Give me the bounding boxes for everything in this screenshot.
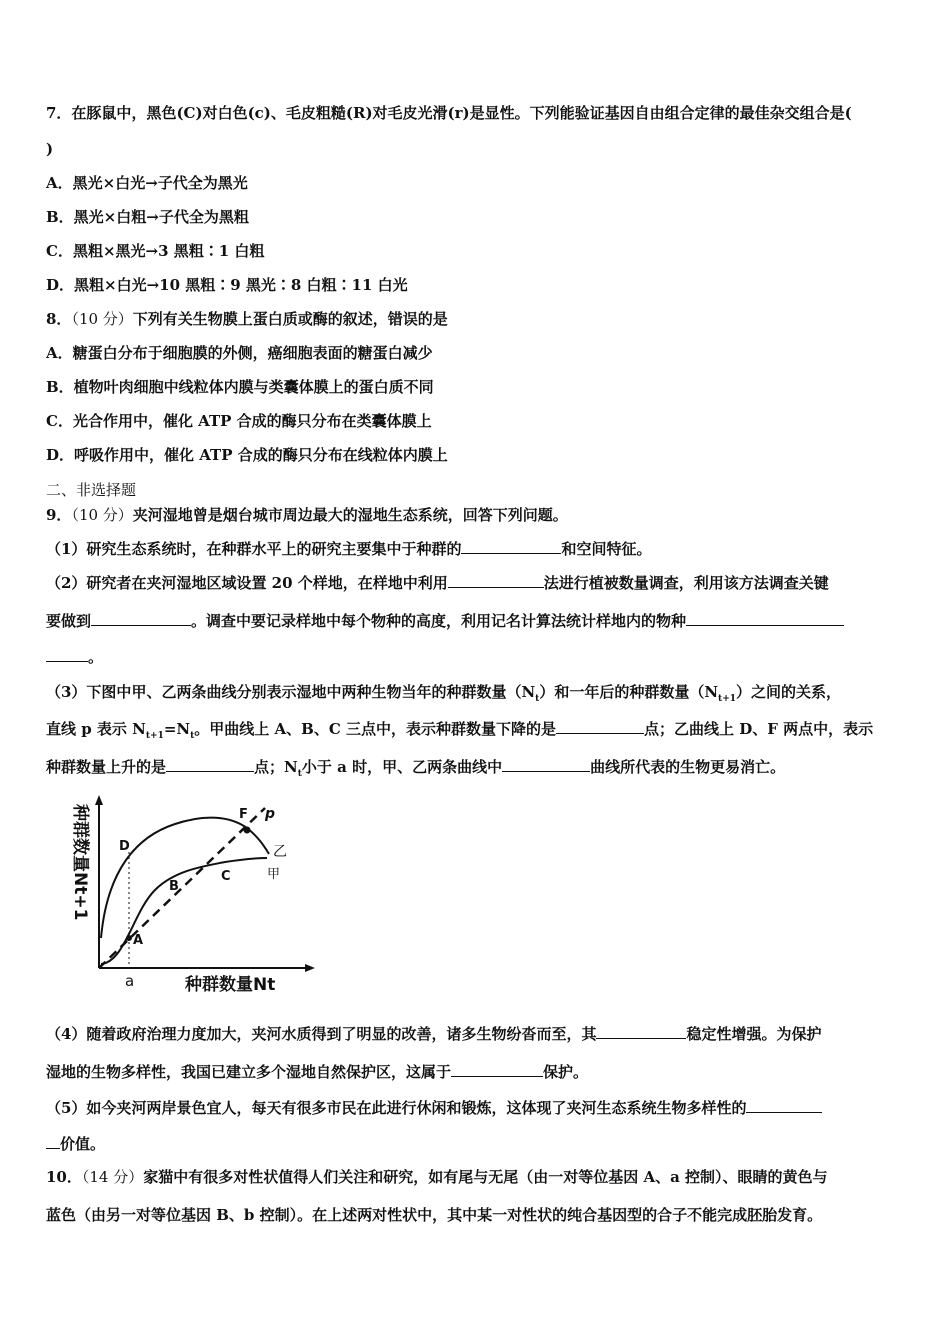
- q9-part3-line1: [46, 682, 906, 709]
- x-axis-label: 种群数量Nt: [185, 975, 276, 995]
- q7-stem-text: 7．在豚鼠中，黑色(C)对白色(c)、毛皮粗糙(R)对毛皮光滑(r)是显性。下列能验证基因自由组合定律的最佳杂交组合是(: [46, 104, 852, 122]
- q7-option-b[interactable]: B．黑光×白粗→子代全为黑粗: [46, 208, 249, 226]
- q9-part2-text-c: 要做到: [46, 612, 92, 630]
- label-d: D: [119, 839, 130, 854]
- q10-stem-text: 家猫中有很多对性状值得人们关注和研究，如有尾与无尾（由一对等位基因 A、a 控制）、眼睛的黄色与: [143, 1168, 828, 1186]
- q9-part2-text-d: 。调查中要记录样地中每个物种的高度，利用记名计算法统计样地内的物种: [191, 612, 687, 630]
- q7-stem-close: ): [46, 140, 54, 158]
- q8-option-d[interactable]: D．呼吸作用中，催化 ATP 合成的酶只分布在线粒体内膜上: [46, 446, 448, 464]
- q9-score: （10 分）: [71, 506, 133, 524]
- q8-stem-text: 下列有关生物膜上蛋白质或酶的叙述，错误的是: [132, 310, 448, 328]
- q9-part3-text: ）之间的关系，: [736, 683, 842, 701]
- subscript-t: t: [535, 694, 540, 704]
- subscript-t: t: [190, 731, 195, 741]
- population-curve-figure: [55, 792, 315, 1002]
- q9-part4-line2: [46, 1061, 906, 1082]
- q10-stem-line2: 蓝色（由另一对等位基因 B、b 控制）。在上述两对性状中，其中某一对性状的纯合基因型的合子不能完成胚胎发育。: [46, 1206, 823, 1224]
- q9-part2-text-b: 法进行植被数量调查，利用该方法调查关键: [543, 574, 829, 592]
- answer-blank[interactable]: [91, 610, 191, 626]
- answer-blank[interactable]: [596, 1023, 686, 1039]
- q9-part3-text: 。甲曲线上 A、B、C 三点中，表示种群数量下降的是: [194, 720, 556, 738]
- answer-blank[interactable]: [746, 1097, 822, 1113]
- q8-number: 8．: [46, 310, 72, 328]
- q9-stem-text: 夹河湿地曾是烟台城市周边最大的湿地生态系统，回答下列问题。: [132, 506, 568, 524]
- q10-number: 10．: [46, 1168, 82, 1186]
- q7-stem-line1: [46, 103, 906, 123]
- answer-blank[interactable]: [461, 538, 561, 554]
- subscript-t: t: [297, 769, 302, 779]
- q9-part1-tail: 和空间特征。: [561, 540, 652, 558]
- q9-part3-line3: [46, 756, 906, 784]
- label-c: C: [221, 869, 231, 884]
- q9-part5-text: （5）如今夹河两岸景色宜人，每天有很多市民在此进行休闲和锻炼，这体现了夹河生态系统生物多样性的: [46, 1099, 747, 1117]
- q9-part1-text: （1）研究生态系统时，在种群水平上的研究主要集中于种群的: [46, 540, 462, 558]
- q9-part4-text: （4）随着政府治理力度加大，夹河水质得到了明显的改善，诸多生物纷沓而至，其: [46, 1025, 597, 1043]
- answer-blank[interactable]: [46, 646, 88, 662]
- q9-part3-text: ）和一年后的种群数量（N: [539, 683, 719, 701]
- subscript-t1: t+1: [145, 731, 164, 741]
- q9-number: 9．: [46, 506, 72, 524]
- q9-part2-text: （2）研究者在夹河湿地区域设置 20 个样地，在样地中利用: [46, 574, 448, 592]
- q9-part3-text: 种群数量上升的是: [46, 758, 167, 776]
- answer-blank[interactable]: [556, 718, 644, 734]
- y-axis-label: 种群数量Nt+1: [70, 804, 90, 921]
- q10-score: （14 分）: [81, 1168, 144, 1186]
- q9-part3-text: 点；N: [254, 758, 298, 776]
- q9-part5-end: 价值。: [60, 1135, 106, 1153]
- answer-blank[interactable]: [451, 1061, 543, 1077]
- y-axis-arrow-icon: [95, 795, 103, 805]
- label-yi: 乙: [273, 844, 287, 860]
- q9-part1: [46, 538, 906, 559]
- q10-stem-line1: [46, 1167, 906, 1187]
- q7-option-d[interactable]: D．黑粗×白光→10 黑粗∶9 黑光∶8 白粗∶11 白光: [46, 276, 408, 294]
- answer-blank[interactable]: [502, 756, 590, 772]
- q9-part3-text: 点；乙曲线上 D、F 两点中，表示: [644, 720, 874, 738]
- q9-part3-text: 直线 p 表示 N: [46, 720, 146, 738]
- q8-stem: [46, 309, 906, 329]
- q7-option-a[interactable]: A．黑光×白光→子代全为黑光: [46, 174, 248, 192]
- q9-part3-line2: [46, 718, 906, 746]
- curve-jia: [101, 858, 267, 964]
- label-jia: 甲: [267, 867, 281, 882]
- label-a-point: A: [133, 933, 144, 948]
- subscript-t1: t+1: [718, 694, 737, 704]
- q9-part4-text-b: 稳定性增强。为保护: [686, 1025, 822, 1043]
- q9-part4-text-d: 保护。: [543, 1063, 589, 1081]
- curve-yi: [101, 818, 269, 938]
- x-axis-arrow-icon: [305, 964, 315, 972]
- q9-part5-line1: [46, 1097, 906, 1118]
- q8-option-c[interactable]: C．光合作用中，催化 ATP 合成的酶只分布在类囊体膜上: [46, 412, 432, 430]
- q8-score: （10 分）: [71, 310, 133, 328]
- q8-option-b[interactable]: B．植物叶肉细胞中线粒体内膜与类囊体膜上的蛋白质不同: [46, 378, 434, 396]
- q9-part4-text-c: 湿地的生物多样性，我国已建立多个湿地自然保护区，这属于: [46, 1063, 452, 1081]
- answer-blank[interactable]: [448, 572, 544, 588]
- a-label: a: [125, 972, 135, 990]
- answer-blank[interactable]: [686, 610, 844, 626]
- label-b: B: [169, 879, 179, 894]
- q9-part2-line1: [46, 572, 906, 593]
- q8-option-a[interactable]: A．糖蛋白分布于细胞膜的外侧，癌细胞表面的糖蛋白减少: [46, 344, 433, 362]
- q9-part3-text: （3）下图中甲、乙两条曲线分别表示湿地中两种生物当年的种群数量（N: [46, 683, 536, 701]
- q9-part2-line3: [46, 646, 906, 667]
- q9-part2-line2: [46, 610, 906, 631]
- answer-blank[interactable]: [166, 756, 254, 772]
- q9-part3-text: 曲线所代表的生物更易消亡。: [590, 758, 786, 776]
- label-f: F: [239, 807, 248, 822]
- q9-part2-end: 。: [88, 648, 104, 666]
- q9-part3-text: =N: [163, 720, 191, 738]
- answer-blank[interactable]: [46, 1133, 60, 1149]
- q9-part4-line1: [46, 1023, 906, 1044]
- label-p: p: [265, 806, 276, 822]
- point-a: [126, 935, 132, 941]
- q9-part3-text: 小于 a 时，甲、乙两条曲线中: [301, 758, 503, 776]
- q9-stem: [46, 505, 906, 525]
- q9-part5-line2: [46, 1133, 906, 1154]
- point-f: [244, 827, 251, 834]
- q7-option-c[interactable]: C．黑粗×黑光→3 黑粗∶1 白粗: [46, 242, 265, 260]
- q7-stem-line2: [46, 139, 906, 159]
- section-heading: 二、非选择题: [46, 481, 137, 499]
